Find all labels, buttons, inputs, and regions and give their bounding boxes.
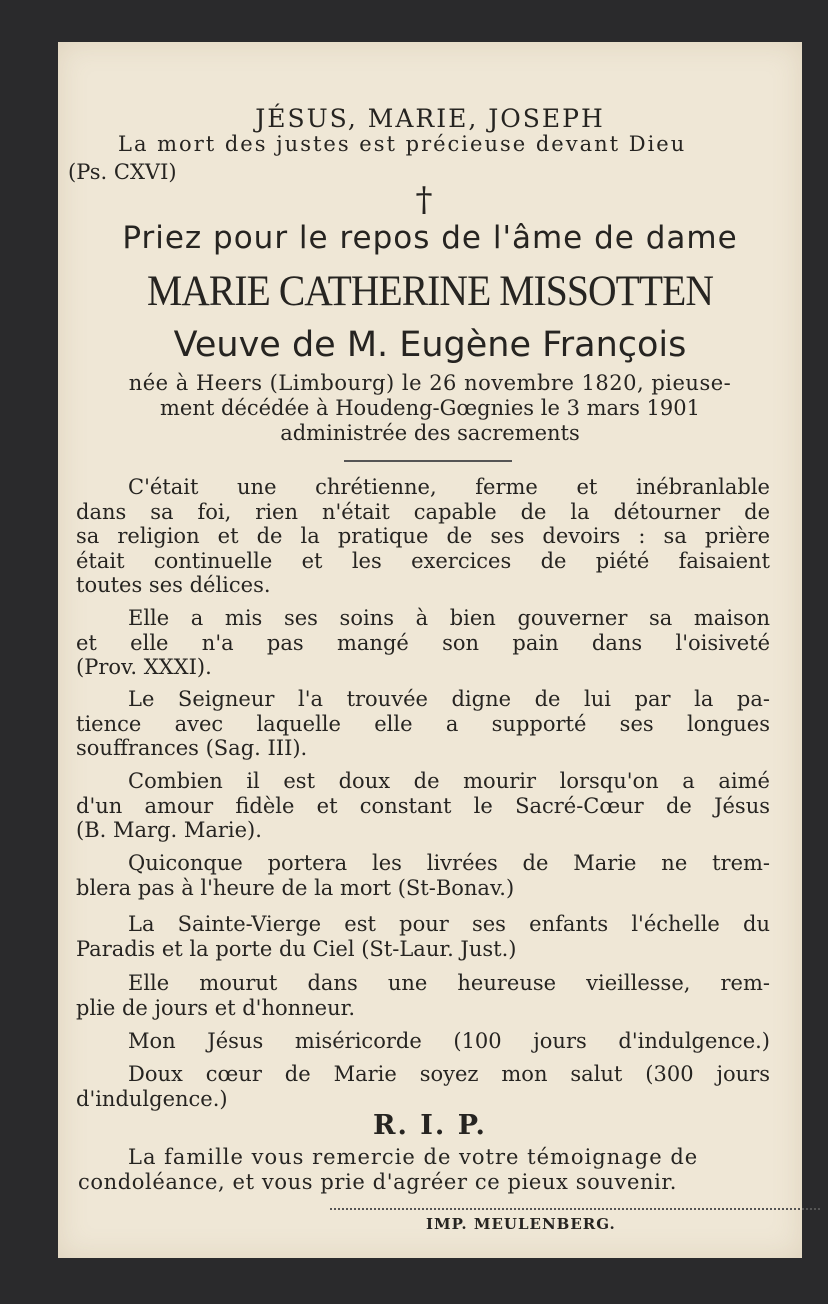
divider [344,460,512,462]
widow-of: Veuve de M. Eugène François [173,325,687,365]
paragraph-7-line-2: plie de jours et d'honneur. [76,995,356,1020]
paragraph-2-line-1: Elle a mis ses soins à bien gouverner sa maison [128,606,770,630]
paragraph-2-line-2: et elle n'a pas mangé son pain dans l'oisiveté [76,630,770,655]
paragraph-1-line-1: C'était une chrétienne, ferme et inébranlable [128,475,770,499]
invocation: JÉSUS, MARIE, JOSEPH [255,104,605,133]
bio-line-1: née à Heers (Limbourg) le 26 novembre 1820, pieuse- [128,371,732,395]
paragraph-6-line-1: La Sainte-Vierge est pour ses enfants l'échelle du [128,912,770,936]
paragraph-8-line-1: Mon Jésus miséricorde (100 jours d'indulgence.) [128,1029,770,1053]
paragraph-1-line-2: dans sa foi, rien n'était capable de la détourner de [76,499,770,524]
paragraph-4-line-3: (B. Marg. Marie). [76,818,262,842]
paragraph-4-line-1: Combien il est doux de mourir lorsqu'on a aimé [128,769,770,793]
verse-reference: (Ps. CXVI) [68,160,177,184]
paragraph-1-line-3: sa religion et de la pratique de ses devoirs : sa prière [76,524,770,548]
prayer-request: Priez pour le repos de l'âme de dame [122,220,738,256]
paragraph-3-line-1: Le Seigneur l'a trouvée digne de lui par la pa- [128,687,770,711]
paragraph-3-line-3: souffrances (Sag. III). [76,736,308,760]
paragraph-4-line-2: d'un amour fidèle et constant le Sacré-Cœur de Jésus [76,793,770,818]
verse-line [118,132,770,156]
memorial-card [58,42,802,1258]
deceased-name: MARIE CATHERINE MISSOTTEN [146,268,714,315]
paragraph-9-line-2: d'indulgence.) [76,1086,228,1111]
closing-line-1: La famille vous remercie de votre témoignage de [128,1145,699,1169]
paragraph-1-line-5: toutes ses délices. [76,573,271,597]
closing-line-2: condoléance, et vous prie d'agréer ce pieux souvenir. [78,1170,678,1194]
paragraph-2-line-3: (Prov. XXXI). [76,655,212,679]
paragraph-6-line-2: Paradis et la porte du Ciel (St-Laur. Just.) [76,936,517,961]
cross-icon: † [415,180,433,220]
bio-line-3: administrée des sacrements [280,421,580,445]
bio-line-2: ment décédée à Houdeng-Gœgnies le 3 mars 1901 [160,396,700,420]
paragraph-1-line-4: était continuelle et les exercices de piété faisaient [76,548,770,573]
paragraph-5-line-1: Quiconque portera les livrées de Marie ne trem- [128,851,770,875]
verse-text: La mort des justes est précieuse devant Dieu [118,132,687,156]
rip: R. I. P. [373,1110,487,1141]
paragraph-9-line-1: Doux cœur de Marie soyez mon salut (300 jours [128,1062,770,1086]
printer-mark: IMP. MEULENBERG. [426,1215,616,1233]
dotted-rule [330,1208,820,1210]
paragraph-5-line-2: blera pas à l'heure de la mort (St-Bonav.) [76,875,515,900]
paragraph-7-line-1: Elle mourut dans une heureuse vieillesse, rem- [128,971,770,995]
paragraph-3-line-2: tience avec laquelle elle a supporté ses longues [76,711,770,736]
